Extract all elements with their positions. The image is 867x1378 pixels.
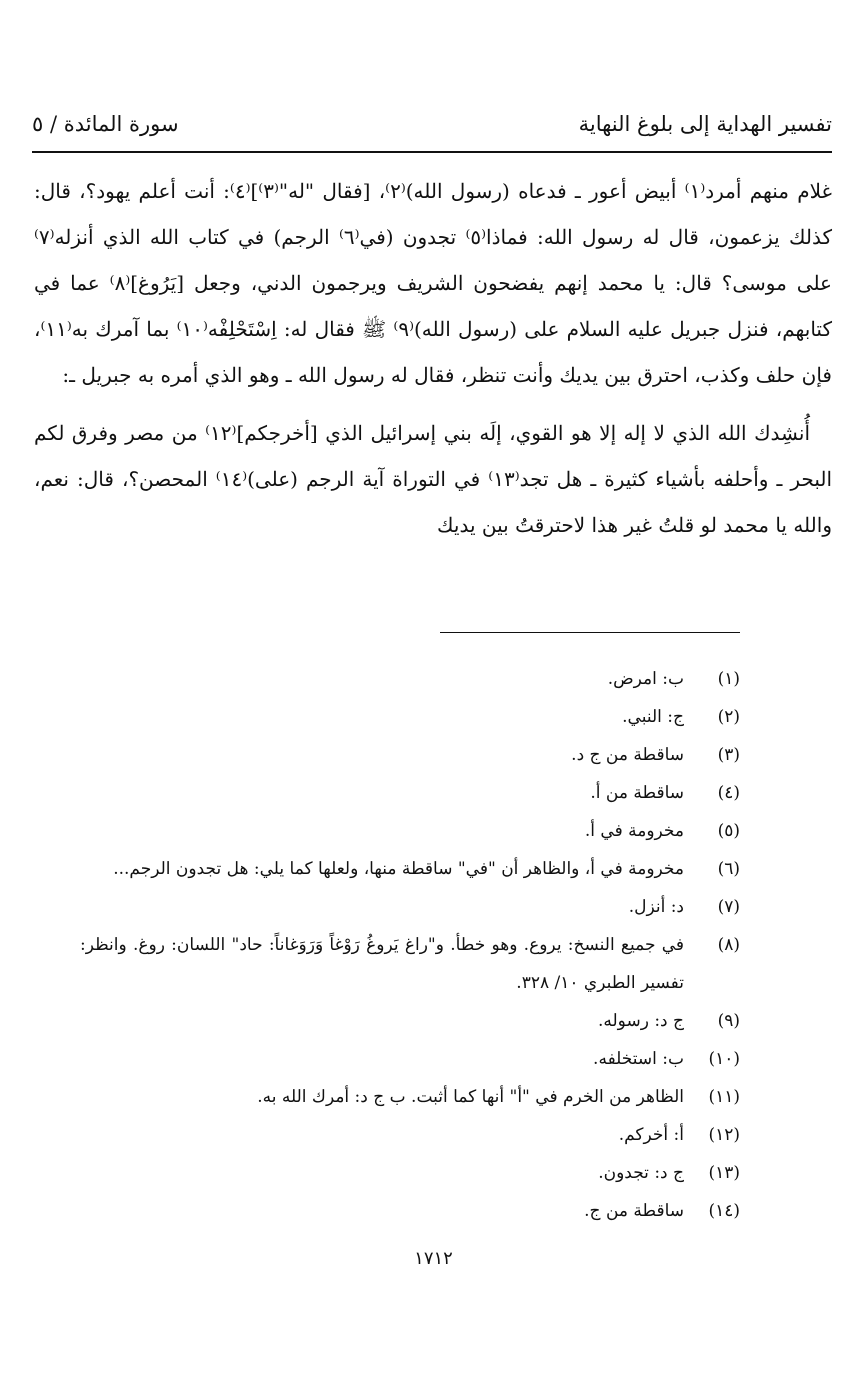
footnote-item bbox=[80, 1078, 740, 1116]
footnote-text: ساقطة من أ. bbox=[590, 783, 684, 803]
footnote-text: ساقطة من ج. bbox=[584, 1201, 684, 1221]
footnote-text: أ: أخركم. bbox=[618, 1125, 684, 1145]
footnote-number: (١٠) bbox=[708, 1049, 740, 1069]
footnote-item bbox=[80, 774, 740, 812]
surah-label: سورة المائدة / ٥ bbox=[32, 112, 179, 136]
footnote-number: (١٣) bbox=[708, 1163, 740, 1183]
footnote-text: مخرومة في أ، والظاهر أن "في" ساقطة منها، ولعلها كما يلي: هل تجدون الرجم... bbox=[113, 859, 684, 879]
footnote-item bbox=[80, 1116, 740, 1154]
footnote-number: (٢) bbox=[717, 707, 740, 727]
footnote-number: (٤) bbox=[717, 783, 740, 803]
footnote-text: مخرومة في أ. bbox=[584, 821, 684, 841]
footnote-number: (١٤) bbox=[708, 1201, 740, 1221]
footnote-item bbox=[80, 888, 740, 926]
main-text bbox=[34, 168, 832, 548]
footnote-item bbox=[80, 660, 740, 698]
footnote-item bbox=[80, 1040, 740, 1078]
header-divider bbox=[32, 151, 832, 153]
footnote-number: (١) bbox=[717, 669, 740, 689]
footnote-item bbox=[80, 736, 740, 774]
footnote-number: (٧) bbox=[717, 897, 740, 917]
footnote-text: ساقطة من ج د. bbox=[571, 745, 684, 765]
footnote-item bbox=[80, 1192, 740, 1230]
footnote-text: في جميع النسخ: يروع. وهو خطأ. و"راغ يَروغُ رَوْغاً وَرَوَغاناً: حاد" اللسان: روغ. وانظر: تفسير الطبري ١٠/ ٣٢٨. bbox=[80, 935, 684, 993]
footnote-text: ب: امرض. bbox=[607, 669, 684, 689]
footnotes-divider bbox=[440, 632, 740, 633]
footnote-item bbox=[80, 1002, 740, 1040]
footnote-number: (١١) bbox=[708, 1087, 740, 1107]
running-header bbox=[32, 104, 832, 144]
footnote-text: ج: النبي. bbox=[622, 707, 684, 727]
paragraph-1: غلام منهم أمرد⁽١⁾ أبيض أعور ـ فدعاه (رسول الله)⁽٢⁾، [فقال "له"⁽٣⁾]⁽٤⁾: أنت أعلم يهود؟، قال: كذلك يزعمون، قال له رسول الله: فماذا⁽٥⁾ تجدون (في⁽٦⁾ الرجم) في كتاب الله الذي أنزله⁽٧⁾ على موسى؟ قال: يا محمد إنهم يفضحون الشريف ويرجمون الدني، وجعل [يَرُوغ]⁽٨⁾ عما في كتابهم، فنزل جبريل عليه السلام على (رسول الله)⁽٩⁾ ﷺ فقال له: اِسْتَحْلِفْه⁽١٠⁾ بما آمرك به⁽١١⁾، فإن حلف وكذب، احترق بين يديك وأنت تنظر، فقال له رسول الله ـ وهو الذي أمره به جبريل ـ: bbox=[34, 179, 832, 387]
footnote-item bbox=[80, 1154, 740, 1192]
footnote-number: (٨) bbox=[717, 935, 740, 955]
footnotes-list bbox=[80, 660, 740, 1230]
footnote-item bbox=[80, 812, 740, 850]
footnote-text: الظاهر من الخرم في "أ" أنها كما أثبت. ب ج د: أمرك الله به. bbox=[257, 1087, 684, 1107]
footnote-number: (٦) bbox=[717, 859, 740, 879]
footnote-item bbox=[80, 850, 740, 888]
page-number: ١٧١٢ bbox=[414, 1248, 453, 1269]
footnote-number: (١٢) bbox=[708, 1125, 740, 1145]
footnote-number: (٥) bbox=[717, 821, 740, 841]
footnote-item bbox=[80, 926, 740, 1002]
footnote-item bbox=[80, 698, 740, 736]
footnote-text: ج د: تجدون. bbox=[598, 1163, 684, 1183]
paragraph-2: أُنشِدك الله الذي لا إله إلا هو القوي، إلَه بني إسرائيل الذي [أخرجكم]⁽١٢⁾ من مصر وفرق لكم البحر ـ وأحلفه بأشياء كثيرة ـ هل تجد⁽١٣⁾ في التوراة آية الرجم (على)⁽١٤⁾ المحصن؟، قال: نعم، والله يا محمد لو قلتُ غير هذا لاحترقتُ بين يديك bbox=[34, 421, 832, 537]
footnote-number: (٣) bbox=[717, 745, 740, 765]
footnote-text: ب: استخلفه. bbox=[593, 1049, 684, 1069]
footnote-number: (٩) bbox=[717, 1011, 740, 1031]
footnote-text: د: أنزل. bbox=[628, 897, 684, 917]
footnote-text: ج د: رسوله. bbox=[597, 1011, 684, 1031]
book-title: تفسير الهداية إلى بلوغ النهاية bbox=[578, 112, 832, 136]
